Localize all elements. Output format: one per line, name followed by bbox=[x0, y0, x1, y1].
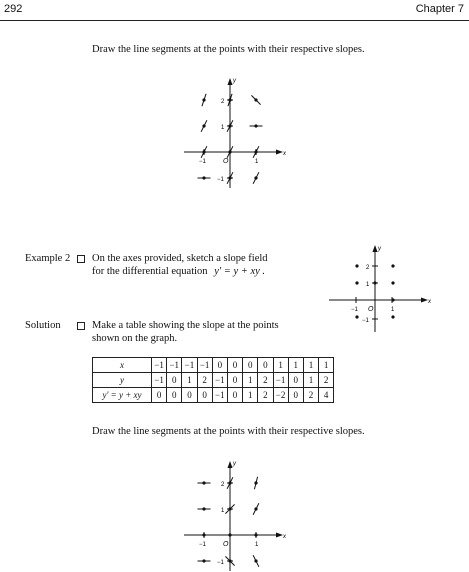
table-cell: 2 bbox=[258, 388, 273, 403]
x-axis-label: x bbox=[283, 534, 286, 540]
x-axis-label: x bbox=[428, 299, 431, 305]
solution-label: Solution bbox=[25, 320, 61, 331]
example-text-line2 bbox=[92, 265, 292, 278]
table-cell: −2 bbox=[273, 388, 288, 403]
instruction-top: Draw the line segments at the points with their respective slopes. bbox=[92, 44, 365, 55]
tick-label-x-neg1: −1 bbox=[351, 307, 358, 313]
grid-dot bbox=[391, 264, 394, 267]
table-cell: 0 bbox=[288, 373, 303, 388]
table-cell: 0 bbox=[288, 388, 303, 403]
table-cell: 1 bbox=[319, 358, 334, 373]
grid-dot bbox=[355, 264, 358, 267]
table-cell: 2 bbox=[197, 373, 212, 388]
x-axis-label: x bbox=[283, 151, 286, 157]
slope-field-graph-top bbox=[180, 72, 290, 192]
origin-label: O bbox=[223, 541, 229, 548]
tick-label-y-2: 2 bbox=[221, 482, 225, 488]
y-axis-arrow bbox=[228, 461, 233, 468]
table-cell: 1 bbox=[303, 373, 318, 388]
table-cell: −1 bbox=[182, 358, 197, 373]
table-cell: 0 bbox=[212, 358, 227, 373]
grid-dot bbox=[355, 281, 358, 284]
example-text-line1: On the axes provided, sketch a slope field bbox=[92, 253, 268, 264]
axes-top bbox=[184, 78, 283, 188]
header-rule bbox=[0, 20, 469, 21]
table-cell: 4 bbox=[319, 388, 334, 403]
example-equation: y′ = y + xy . bbox=[214, 266, 266, 277]
table-cell: 1 bbox=[182, 373, 197, 388]
table-row bbox=[93, 358, 334, 373]
table-cell: −1 bbox=[167, 358, 182, 373]
table-cell: 0 bbox=[227, 388, 242, 403]
table-cell: 0 bbox=[243, 358, 258, 373]
grid-dot bbox=[355, 315, 358, 318]
slope-table bbox=[92, 357, 334, 403]
table-cell: −1 bbox=[152, 358, 167, 373]
chapter-title: Chapter 7 bbox=[415, 3, 464, 15]
y-axis-label: y bbox=[233, 78, 236, 84]
tick-label-y-2: 2 bbox=[366, 265, 370, 271]
table-cell: 1 bbox=[243, 373, 258, 388]
x-axis-arrow bbox=[276, 150, 283, 155]
tick-label-x-pos1: 1 bbox=[255, 542, 259, 548]
table-cell: −1 bbox=[152, 373, 167, 388]
slope-table-body bbox=[93, 358, 334, 403]
example-dot-graph bbox=[325, 242, 435, 337]
table-row bbox=[93, 373, 334, 388]
example-text bbox=[92, 252, 292, 278]
table-cell: 1 bbox=[303, 358, 318, 373]
tick-label-y-1: 1 bbox=[221, 125, 225, 131]
grid-dot bbox=[391, 298, 394, 301]
tick-label-x-neg1: −1 bbox=[199, 542, 206, 548]
table-row bbox=[93, 388, 334, 403]
solution-text-line1: Make a table showing the slope at the points bbox=[92, 320, 279, 331]
table-cell: 0 bbox=[167, 388, 182, 403]
table-cell: 1 bbox=[288, 358, 303, 373]
y-axis-arrow bbox=[228, 78, 233, 85]
y-axis-label: y bbox=[378, 246, 381, 252]
table-cell: 2 bbox=[319, 373, 334, 388]
grid-dot bbox=[391, 281, 394, 284]
example-text-line2-a: for the differential equation bbox=[92, 266, 208, 277]
table-row-header: x bbox=[93, 358, 152, 373]
table-cell: −1 bbox=[273, 373, 288, 388]
table-row-header: y′ = y + xy bbox=[93, 388, 152, 403]
grid-dot bbox=[373, 281, 376, 284]
y-axis-label: y bbox=[233, 461, 236, 467]
origin-label: O bbox=[223, 158, 229, 165]
tick-label-y-2: 2 bbox=[221, 99, 225, 105]
slope-segment bbox=[253, 503, 259, 515]
table-cell: 0 bbox=[182, 388, 197, 403]
tick-label-x-neg1: −1 bbox=[199, 159, 206, 165]
table-row-header: y bbox=[93, 373, 152, 388]
tick-label-y-neg1: −1 bbox=[362, 318, 369, 324]
table-cell: 1 bbox=[243, 388, 258, 403]
table-cell: 0 bbox=[197, 388, 212, 403]
x-axis-arrow bbox=[276, 533, 283, 538]
table-cell: 0 bbox=[227, 373, 242, 388]
slope-segment bbox=[253, 555, 259, 567]
tick-label-x-pos1: 1 bbox=[391, 307, 395, 313]
example-label: Example 2 bbox=[25, 253, 71, 264]
solution-text-line2: shown on the graph. bbox=[92, 333, 178, 344]
table-cell: 1 bbox=[273, 358, 288, 373]
example-checkbox-icon bbox=[77, 255, 85, 263]
slope-segment bbox=[201, 120, 207, 132]
solution-text bbox=[92, 319, 292, 345]
table-cell: −1 bbox=[212, 388, 227, 403]
slope-segment bbox=[253, 172, 259, 184]
instruction-bottom: Draw the line segments at the points with their respective slopes. bbox=[92, 426, 365, 437]
slope-segment bbox=[251, 95, 260, 104]
page-number: 292 bbox=[4, 3, 23, 15]
table-cell: 0 bbox=[152, 388, 167, 403]
tick-label-x-pos1: 1 bbox=[255, 159, 259, 165]
table-cell: 0 bbox=[227, 358, 242, 373]
grid-dot bbox=[391, 315, 394, 318]
tick-label-y-neg1: −1 bbox=[217, 560, 224, 566]
table-cell: 2 bbox=[258, 373, 273, 388]
solution-checkbox-icon bbox=[77, 322, 85, 330]
table-cell: 0 bbox=[258, 358, 273, 373]
tick-label-y-neg1: −1 bbox=[217, 177, 224, 183]
slope-field-graph-bottom bbox=[180, 455, 290, 572]
table-cell: −1 bbox=[212, 373, 227, 388]
table-cell: 0 bbox=[167, 373, 182, 388]
origin-label: O bbox=[368, 306, 374, 313]
y-axis-arrow bbox=[373, 245, 378, 252]
table-cell: 2 bbox=[303, 388, 318, 403]
x-axis-arrow bbox=[421, 298, 428, 303]
tick-label-y-1: 1 bbox=[221, 508, 225, 514]
table-cell: −1 bbox=[197, 358, 212, 373]
tick-label-y-1: 1 bbox=[366, 282, 370, 288]
